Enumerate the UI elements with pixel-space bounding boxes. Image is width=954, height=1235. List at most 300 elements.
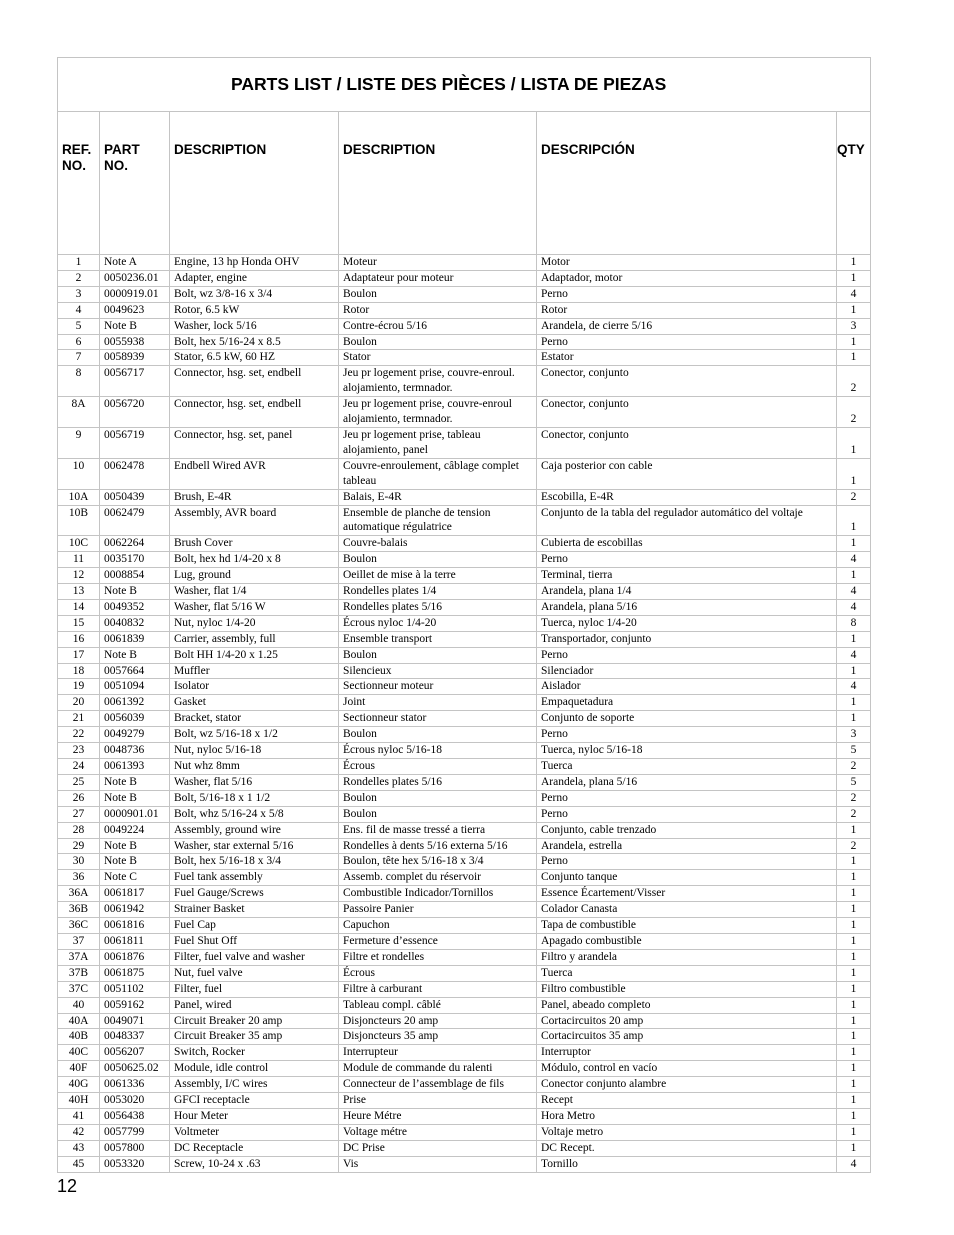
description-en-cell: Washer, flat 1/4 [170,584,339,600]
ref-cell: 19 [58,679,100,695]
ref-cell: 36C [58,918,100,934]
qty-cell: 4 [837,286,871,302]
description-es-cell: Caja posterior con cable [537,458,837,489]
description-es-cell: Cortacircuitos 35 amp [537,1029,837,1045]
ref-cell: 11 [58,552,100,568]
description-fr-cell: Boulon [339,806,537,822]
qty-cell: 1 [837,981,871,997]
ref-cell: 26 [58,790,100,806]
description-en-cell: Isolator [170,679,339,695]
description-en-cell: Fuel tank assembly [170,870,339,886]
description-es-cell: Arandela, estrella [537,838,837,854]
description-es-cell: Conjunto tanque [537,870,837,886]
qty-cell: 1 [837,949,871,965]
description-es-cell: Conector, conjunto [537,427,837,458]
table-row [58,270,871,286]
ref-cell: 16 [58,631,100,647]
description-fr-cell: Ensemble transport [339,631,537,647]
table-row [58,427,871,458]
ref-cell: 9 [58,427,100,458]
table-row [58,854,871,870]
qty-cell: 1 [837,1108,871,1124]
qty-cell: 1 [837,536,871,552]
description-es-cell: Tuerca, nyloc 1/4-20 [537,615,837,631]
ref-cell: 10A [58,489,100,505]
part-number-cell: 0056717 [100,366,170,397]
description-en-cell: GFCI receptacle [170,1093,339,1109]
description-en-cell: Fuel Gauge/Screws [170,886,339,902]
description-en-cell: Connector, hsg. set, endbell [170,366,339,397]
part-number-cell: 0049279 [100,727,170,743]
part-number-cell: Note B [100,318,170,334]
qty-cell: 1 [837,918,871,934]
ref-cell: 36 [58,870,100,886]
description-en-cell: Nut, fuel valve [170,965,339,981]
description-fr-cell: Jeu pr logement prise, couvre-enroul alojamiento, termnador. [339,397,537,428]
ref-cell: 29 [58,838,100,854]
ref-cell: 1 [58,255,100,271]
description-fr-cell: Disjoncteurs 35 amp [339,1029,537,1045]
table-row [58,1124,871,1140]
table-row [58,790,871,806]
part-number-cell: 0057800 [100,1140,170,1156]
qty-cell: 1 [837,458,871,489]
ref-cell: 37 [58,933,100,949]
description-en-cell: Washer, star external 5/16 [170,838,339,854]
parts-list-table [57,57,871,1173]
part-number-cell: 0051102 [100,981,170,997]
description-en-cell: Stator, 6.5 kW, 60 HZ [170,350,339,366]
ref-cell: 10C [58,536,100,552]
table-row [58,334,871,350]
part-number-cell: 0048337 [100,1029,170,1045]
description-en-cell: Connector, hsg. set, panel [170,427,339,458]
description-es-cell: Cortacircuitos 20 amp [537,1013,837,1029]
ref-cell: 10B [58,505,100,536]
qty-cell: 1 [837,965,871,981]
description-fr-cell: Jeu pr logement prise, tableau alojamiento, panel [339,427,537,458]
description-es-cell: Escobilla, E-4R [537,489,837,505]
part-number-cell: 0061392 [100,695,170,711]
table-row [58,949,871,965]
description-fr-cell: Écrous [339,759,537,775]
qty-cell: 1 [837,1124,871,1140]
description-fr-cell: Boulon [339,647,537,663]
description-fr-cell: DC Prise [339,1140,537,1156]
ref-cell: 10 [58,458,100,489]
ref-cell: 5 [58,318,100,334]
description-en-cell: Carrier, assembly, full [170,631,339,647]
description-fr-cell: Rondelles plates 5/16 [339,599,537,615]
qty-cell: 1 [837,631,871,647]
part-number-cell: 0056039 [100,711,170,727]
description-en-cell: Voltmeter [170,1124,339,1140]
ref-cell: 40G [58,1077,100,1093]
description-fr-cell: Module de commande du ralenti [339,1061,537,1077]
table-row [58,806,871,822]
description-es-cell: Adaptador, motor [537,270,837,286]
table-row [58,615,871,631]
qty-cell: 4 [837,584,871,600]
part-number-cell: 0049623 [100,302,170,318]
description-es-cell: Terminal, tierra [537,568,837,584]
part-number-cell: 0062264 [100,536,170,552]
header-ref: REF. NO. [58,112,100,255]
header-description-en: DESCRIPTION [170,112,339,255]
qty-cell: 2 [837,397,871,428]
description-en-cell: Circuit Breaker 35 amp [170,1029,339,1045]
description-en-cell: Filter, fuel [170,981,339,997]
description-fr-cell: Oeillet de mise à la terre [339,568,537,584]
qty-cell: 1 [837,350,871,366]
ref-cell: 8A [58,397,100,428]
part-number-cell: 0058939 [100,350,170,366]
description-es-cell: Arandela, de cierre 5/16 [537,318,837,334]
description-es-cell: Perno [537,647,837,663]
page-number: 12 [57,1176,78,1196]
qty-cell: 4 [837,1156,871,1172]
ref-cell: 28 [58,822,100,838]
ref-cell: 15 [58,615,100,631]
description-es-cell: Recept [537,1093,837,1109]
description-fr-cell: Boulon, tête hex 5/16-18 x 3/4 [339,854,537,870]
part-number-cell: 0000901.01 [100,806,170,822]
part-number-cell: Note B [100,647,170,663]
qty-cell: 2 [837,366,871,397]
description-fr-cell: Boulon [339,334,537,350]
qty-cell: 1 [837,933,871,949]
ref-cell: 36A [58,886,100,902]
ref-cell: 30 [58,854,100,870]
part-number-cell: 0048736 [100,743,170,759]
description-en-cell: Brush, E-4R [170,489,339,505]
ref-cell: 40H [58,1093,100,1109]
description-fr-cell: Rondelles à dents 5/16 externa 5/16 [339,838,537,854]
table-row [58,536,871,552]
part-number-cell: 0061811 [100,933,170,949]
ref-cell: 40B [58,1029,100,1045]
table-row [58,505,871,536]
description-es-cell: Apagado combustible [537,933,837,949]
description-en-cell: Bracket, stator [170,711,339,727]
description-es-cell: Silenciador [537,663,837,679]
qty-cell: 1 [837,822,871,838]
part-number-cell: 0062479 [100,505,170,536]
description-en-cell: Nut, nyloc 1/4-20 [170,615,339,631]
table-row [58,997,871,1013]
description-en-cell: Adapter, engine [170,270,339,286]
part-number-cell: 0061876 [100,949,170,965]
part-number-cell: 0062478 [100,458,170,489]
ref-cell: 40 [58,997,100,1013]
part-number-cell: Note B [100,838,170,854]
description-en-cell: Nut, nyloc 5/16-18 [170,743,339,759]
ref-cell: 13 [58,584,100,600]
description-es-cell: Conjunto de soporte [537,711,837,727]
description-en-cell: Strainer Basket [170,902,339,918]
title-row [58,58,871,112]
description-fr-cell: Stator [339,350,537,366]
ref-cell: 42 [58,1124,100,1140]
table-row [58,933,871,949]
qty-cell: 1 [837,711,871,727]
part-number-cell: 0057799 [100,1124,170,1140]
table-row [58,1108,871,1124]
part-number-cell: Note A [100,255,170,271]
description-es-cell: Tuerca [537,759,837,775]
description-fr-cell: Balais, E-4R [339,489,537,505]
table-row [58,552,871,568]
part-number-cell: 0050439 [100,489,170,505]
description-es-cell: Perno [537,727,837,743]
table-row [58,489,871,505]
qty-cell: 5 [837,774,871,790]
table-row [58,366,871,397]
qty-cell: 2 [837,759,871,775]
description-es-cell: Estator [537,350,837,366]
table-row [58,870,871,886]
ref-cell: 6 [58,334,100,350]
qty-cell: 2 [837,806,871,822]
description-fr-cell: Couvre-enroulement, câblage complet tableau [339,458,537,489]
part-number-cell: 0049352 [100,599,170,615]
description-es-cell: Conjunto, cable trenzado [537,822,837,838]
description-en-cell: Gasket [170,695,339,711]
table-row [58,918,871,934]
description-fr-cell: Écrous nyloc 5/16-18 [339,743,537,759]
description-en-cell: DC Receptacle [170,1140,339,1156]
table-row [58,663,871,679]
description-en-cell: Washer, lock 5/16 [170,318,339,334]
page-title: PARTS LIST / LISTE DES PIÈCES / LISTA DE PIEZAS [58,58,871,112]
table-row [58,822,871,838]
description-fr-cell: Passoire Panier [339,902,537,918]
description-en-cell: Module, idle control [170,1061,339,1077]
part-number-cell: 0000919.01 [100,286,170,302]
description-es-cell: Hora Metro [537,1108,837,1124]
description-fr-cell: Rotor [339,302,537,318]
part-number-cell: 0040832 [100,615,170,631]
part-number-cell: 0049071 [100,1013,170,1029]
description-fr-cell: Contre-écrou 5/16 [339,318,537,334]
description-es-cell: Panel, abeado completo [537,997,837,1013]
description-en-cell: Lug, ground [170,568,339,584]
qty-cell: 1 [837,1061,871,1077]
part-number-cell: Note C [100,870,170,886]
description-fr-cell: Silencieux [339,663,537,679]
description-en-cell: Hour Meter [170,1108,339,1124]
description-es-cell: Filtro combustible [537,981,837,997]
table-row [58,647,871,663]
description-es-cell: Arandela, plana 1/4 [537,584,837,600]
ref-cell: 37C [58,981,100,997]
description-fr-cell: Sectionneur stator [339,711,537,727]
description-fr-cell: Voltage métre [339,1124,537,1140]
description-fr-cell: Filtre à carburant [339,981,537,997]
qty-cell: 5 [837,743,871,759]
description-es-cell: Filtro y arandela [537,949,837,965]
qty-cell: 1 [837,302,871,318]
qty-cell: 1 [837,334,871,350]
qty-cell: 1 [837,902,871,918]
header-description-fr: DESCRIPTION [339,112,537,255]
ref-cell: 40A [58,1013,100,1029]
description-fr-cell: Écrous [339,965,537,981]
ref-cell: 4 [58,302,100,318]
ref-cell: 8 [58,366,100,397]
ref-cell: 41 [58,1108,100,1124]
qty-cell: 1 [837,568,871,584]
table-row [58,743,871,759]
description-es-cell: Perno [537,286,837,302]
table-row [58,599,871,615]
description-en-cell: Screw, 10-24 x .63 [170,1156,339,1172]
description-en-cell: Connector, hsg. set, endbell [170,397,339,428]
part-number-cell: 0053320 [100,1156,170,1172]
ref-cell: 21 [58,711,100,727]
ref-cell: 24 [58,759,100,775]
description-en-cell: Assembly, AVR board [170,505,339,536]
description-fr-cell: Boulon [339,790,537,806]
description-en-cell: Bolt, whz 5/16-24 x 5/8 [170,806,339,822]
table-row [58,886,871,902]
description-fr-cell: Connecteur de l’assemblage de fils [339,1077,537,1093]
description-en-cell: Assembly, ground wire [170,822,339,838]
description-es-cell: Colador Canasta [537,902,837,918]
description-en-cell: Endbell Wired AVR [170,458,339,489]
description-fr-cell: Capuchon [339,918,537,934]
ref-cell: 20 [58,695,100,711]
description-fr-cell: Interrupteur [339,1045,537,1061]
part-number-cell: 0061839 [100,631,170,647]
ref-cell: 37A [58,949,100,965]
description-en-cell: Bolt HH 1/4-20 x 1.25 [170,647,339,663]
description-fr-cell: Fermeture d’essence [339,933,537,949]
table-row [58,397,871,428]
header-qty: QTY [837,112,871,255]
qty-cell: 3 [837,318,871,334]
table-row [58,350,871,366]
part-number-cell: 0050236.01 [100,270,170,286]
qty-cell: 1 [837,270,871,286]
part-number-cell: 0061875 [100,965,170,981]
part-number-cell: Note B [100,790,170,806]
header-row [58,112,871,255]
description-en-cell: Brush Cover [170,536,339,552]
description-fr-cell: Écrous nyloc 1/4-20 [339,615,537,631]
table-row [58,679,871,695]
description-es-cell: Tornillo [537,1156,837,1172]
table-row [58,1093,871,1109]
description-es-cell: Perno [537,334,837,350]
ref-cell: 25 [58,774,100,790]
description-fr-cell: Vis [339,1156,537,1172]
description-fr-cell: Heure Métre [339,1108,537,1124]
ref-cell: 27 [58,806,100,822]
ref-cell: 14 [58,599,100,615]
part-number-cell: 0049224 [100,822,170,838]
description-en-cell: Engine, 13 hp Honda OHV [170,255,339,271]
description-es-cell: Interruptor [537,1045,837,1061]
table-row [58,695,871,711]
qty-cell: 1 [837,695,871,711]
description-fr-cell: Sectionneur moteur [339,679,537,695]
qty-cell: 4 [837,647,871,663]
description-en-cell: Bolt, 5/16-18 x 1 1/2 [170,790,339,806]
qty-cell: 1 [837,505,871,536]
description-es-cell: Conector, conjunto [537,397,837,428]
table-row [58,1156,871,1172]
table-row [58,759,871,775]
description-es-cell: Arandela, plana 5/16 [537,774,837,790]
qty-cell: 1 [837,997,871,1013]
ref-cell: 45 [58,1156,100,1172]
description-en-cell: Assembly, I/C wires [170,1077,339,1093]
description-es-cell: DC Recept. [537,1140,837,1156]
description-fr-cell: Ens. fil de masse tressé a tierra [339,822,537,838]
part-number-cell: 0061336 [100,1077,170,1093]
part-number-cell: 0056438 [100,1108,170,1124]
qty-cell: 1 [837,886,871,902]
table-row [58,1045,871,1061]
description-es-cell: Tapa de combustible [537,918,837,934]
part-number-cell: 0061817 [100,886,170,902]
part-number-cell: 0008854 [100,568,170,584]
qty-cell: 1 [837,1045,871,1061]
ref-cell: 3 [58,286,100,302]
qty-cell: 3 [837,727,871,743]
part-number-cell: 0061816 [100,918,170,934]
description-en-cell: Fuel Cap [170,918,339,934]
part-number-cell: 0057664 [100,663,170,679]
ref-cell: 2 [58,270,100,286]
description-en-cell: Bolt, hex 5/16-24 x 8.5 [170,334,339,350]
qty-cell: 1 [837,1013,871,1029]
table-row [58,1140,871,1156]
description-en-cell: Bolt, hex 5/16-18 x 3/4 [170,854,339,870]
part-number-cell: 0056207 [100,1045,170,1061]
description-en-cell: Filter, fuel valve and washer [170,949,339,965]
description-es-cell: Transportador, conjunto [537,631,837,647]
description-es-cell: Voltaje metro [537,1124,837,1140]
description-fr-cell: Prise [339,1093,537,1109]
ref-cell: 18 [58,663,100,679]
description-es-cell: Conector, conjunto [537,366,837,397]
table-row [58,965,871,981]
description-fr-cell: Ensemble de planche de tension automatique régulatrice [339,505,537,536]
description-fr-cell: Combustible Indicador/Tornillos [339,886,537,902]
part-number-cell: 0061942 [100,902,170,918]
qty-cell: 2 [837,838,871,854]
description-es-cell: Perno [537,790,837,806]
qty-cell: 4 [837,599,871,615]
description-fr-cell: Boulon [339,727,537,743]
ref-cell: 37B [58,965,100,981]
description-fr-cell: Boulon [339,286,537,302]
part-number-cell: 0050625.02 [100,1061,170,1077]
description-en-cell: Nut whz 8mm [170,759,339,775]
part-number-cell: 0059162 [100,997,170,1013]
qty-cell: 1 [837,870,871,886]
description-fr-cell: Disjoncteurs 20 amp [339,1013,537,1029]
qty-cell: 1 [837,663,871,679]
description-fr-cell: Moteur [339,255,537,271]
table-row [58,774,871,790]
description-fr-cell: Couvre-balais [339,536,537,552]
description-fr-cell: Jeu pr logement prise, couvre-enroul. alojamiento, termnador. [339,366,537,397]
description-en-cell: Washer, flat 5/16 W [170,599,339,615]
qty-cell: 8 [837,615,871,631]
